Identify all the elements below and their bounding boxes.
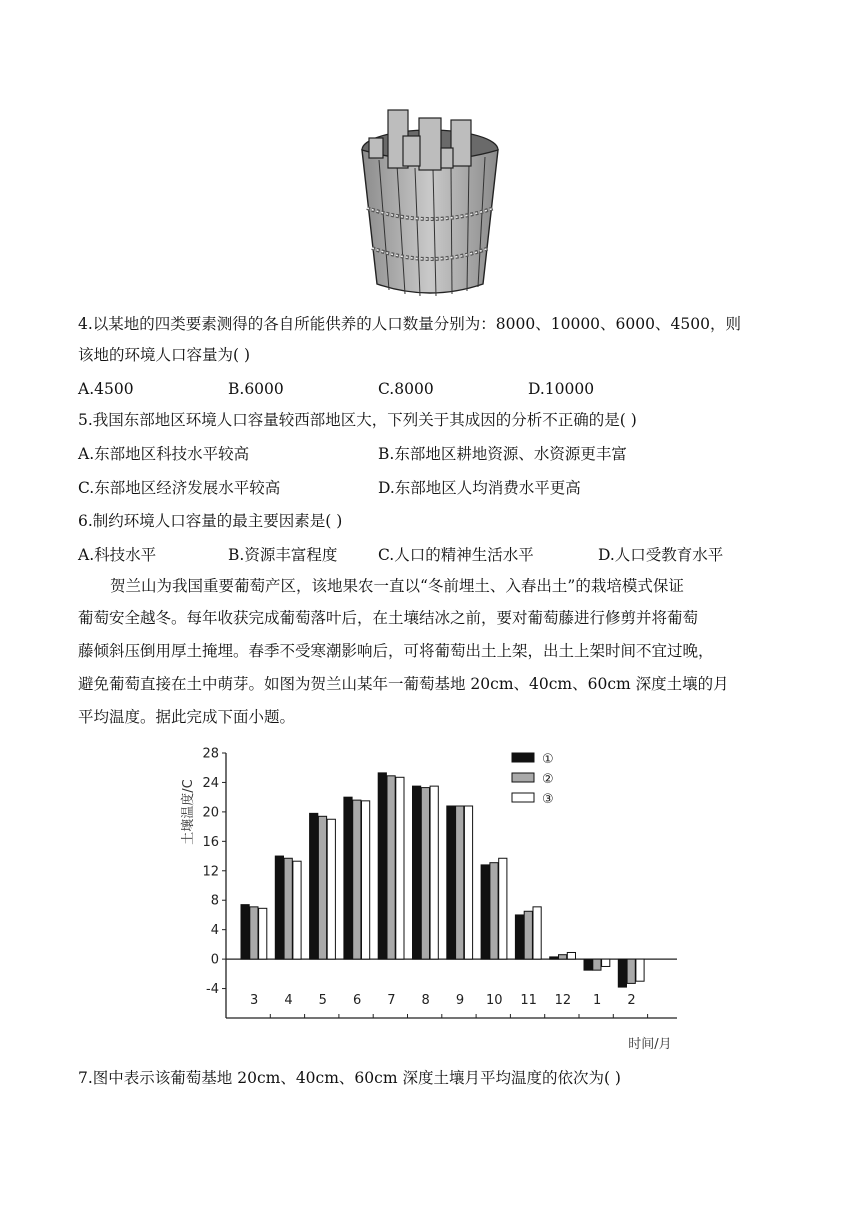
bar-2-8 <box>421 788 429 960</box>
q5-option-d[interactable]: D.东部地区人均消费水平更高 <box>378 479 581 497</box>
legend-label-1: ① <box>542 752 554 767</box>
q5-stem: 5.我国东部地区环境人口容量较西部地区大，下列关于其成因的分析不正确的是( ) <box>78 411 637 429</box>
bar-3-3 <box>259 908 267 959</box>
bar-3-10 <box>499 858 507 959</box>
chart-axes <box>202 747 677 1019</box>
bar-1-8 <box>413 786 421 959</box>
x-tick-label: 9 <box>455 993 465 1008</box>
y-tick-label: 20 <box>202 805 219 821</box>
bar-2-6 <box>353 800 361 959</box>
y-tick-label: 12 <box>202 864 219 880</box>
x-tick-label: 10 <box>486 993 503 1008</box>
x-tick-label: 7 <box>387 993 396 1008</box>
y-tick-label: -4 <box>206 982 219 998</box>
q4-option-c[interactable]: C.8000 <box>378 380 434 398</box>
bar-3-2 <box>636 959 644 981</box>
x-tick-label: 11 <box>520 993 537 1008</box>
y-axis-label: 土壤温度/C <box>181 779 196 845</box>
bar-1-3 <box>241 905 249 959</box>
bar-1-5 <box>310 813 318 959</box>
y-tick-label: 4 <box>210 923 219 939</box>
q4-stem-line2: 该地的环境人口容量为( ) <box>78 346 251 364</box>
legend-swatch-2 <box>512 773 534 782</box>
q4-option-d[interactable]: D.10000 <box>528 380 595 398</box>
x-axis-label: 时间/月 <box>628 1037 672 1052</box>
legend-swatch-1 <box>512 753 534 762</box>
bar-1-9 <box>447 806 455 959</box>
q6-option-b[interactable]: B.资源丰富程度 <box>228 546 338 564</box>
y-tick-label: 28 <box>202 746 219 762</box>
q6-option-a[interactable]: A.科技水平 <box>78 546 157 564</box>
bar-2-5 <box>318 816 326 959</box>
bar-3-6 <box>362 801 370 959</box>
legend-swatch-3 <box>512 793 534 802</box>
q6-option-c[interactable]: C.人口的精神生活水平 <box>378 546 534 564</box>
q7-stem: 7.图中表示该葡萄基地 20cm、40cm、60cm 深度土壤月平均温度的依次为( ) <box>78 1069 621 1087</box>
bar-1-4 <box>275 856 283 959</box>
y-tick-label: 24 <box>202 775 219 791</box>
x-tick-label: 12 <box>554 993 572 1008</box>
x-tick-label: 3 <box>250 993 259 1008</box>
q4-stem-line1: 4.以某地的四类要素测得的各自所能供养的人口数量分别为：8000、10000、6000、4500，则 <box>78 315 741 333</box>
bar-3-4 <box>293 861 301 959</box>
bar-2-10 <box>490 863 498 959</box>
bar-3-11 <box>533 907 541 959</box>
bar-2-3 <box>250 907 258 959</box>
x-tick-label: 5 <box>318 993 327 1008</box>
bar-3-1 <box>602 959 610 966</box>
chart-bars <box>241 773 644 987</box>
x-tick-label: 8 <box>421 993 430 1008</box>
bar-1-2 <box>618 959 626 987</box>
y-tick-label: 16 <box>202 834 219 850</box>
bar-3-5 <box>327 819 335 959</box>
bar-2-9 <box>456 806 464 959</box>
bar-2-2 <box>627 959 635 983</box>
q5-option-a[interactable]: A.东部地区科技水平较高 <box>78 445 250 463</box>
bar-1-10 <box>481 865 489 959</box>
bar-2-4 <box>284 858 292 959</box>
bar-3-9 <box>464 806 472 959</box>
q4-option-a[interactable]: A.4500 <box>78 380 134 398</box>
bar-1-11 <box>515 915 523 959</box>
q4-option-b[interactable]: B.6000 <box>228 380 284 398</box>
q6-option-d[interactable]: D.人口受教育水平 <box>598 546 724 564</box>
soil-temperature-chart <box>172 740 692 1060</box>
bar-2-12 <box>559 955 567 959</box>
x-tick-label: 2 <box>627 993 636 1008</box>
bar-1-7 <box>378 773 386 959</box>
q6-stem: 6.制约环境人口容量的最主要因素是( ) <box>78 512 343 530</box>
y-tick-label: 0 <box>210 952 219 968</box>
bar-2-11 <box>524 911 532 959</box>
bar-1-6 <box>344 797 352 959</box>
legend-label-2: ② <box>542 772 554 787</box>
passage-line-4: 避免葡萄直接在土中萌芽。如图为贺兰山某年一葡萄基地 20cm、40cm、60cm 深度土壤的月 <box>78 675 729 693</box>
passage-line-1: 贺兰山为我国重要葡萄产区，该地果农一直以“冬前埋土、入春出土”的栽培模式保证 <box>110 577 684 595</box>
q5-option-c[interactable]: C.东部地区经济发展水平较高 <box>78 479 281 497</box>
passage-line-2: 葡萄安全越冬。每年收获完成葡萄落叶后，在土壤结冰之前，要对葡萄藤进行修剪并将葡萄 <box>78 609 699 627</box>
wooden-bucket-illustration <box>355 108 505 298</box>
legend-label-3: ③ <box>542 792 554 807</box>
x-tick-label: 6 <box>352 993 362 1008</box>
y-tick-label: 8 <box>210 893 219 909</box>
bar-2-1 <box>593 959 601 970</box>
bar-3-8 <box>430 786 438 959</box>
passage-line-5: 平均温度。据此完成下面小题。 <box>78 708 296 726</box>
passage-line-3: 藤倾斜压倒用厚土掩埋。春季不受寒潮影响后，可将葡萄出土上架，出土上架时间不宜过晚， <box>78 642 714 660</box>
bar-3-12 <box>567 952 575 959</box>
bar-2-7 <box>387 776 395 959</box>
x-tick-label: 4 <box>284 993 293 1008</box>
q5-option-b[interactable]: B.东部地区耕地资源、水资源更丰富 <box>378 445 627 463</box>
chart-legend <box>512 752 554 807</box>
bar-1-12 <box>550 957 558 959</box>
x-tick-label: 1 <box>593 993 602 1008</box>
bar-1-1 <box>584 959 592 970</box>
bar-3-7 <box>396 777 404 959</box>
